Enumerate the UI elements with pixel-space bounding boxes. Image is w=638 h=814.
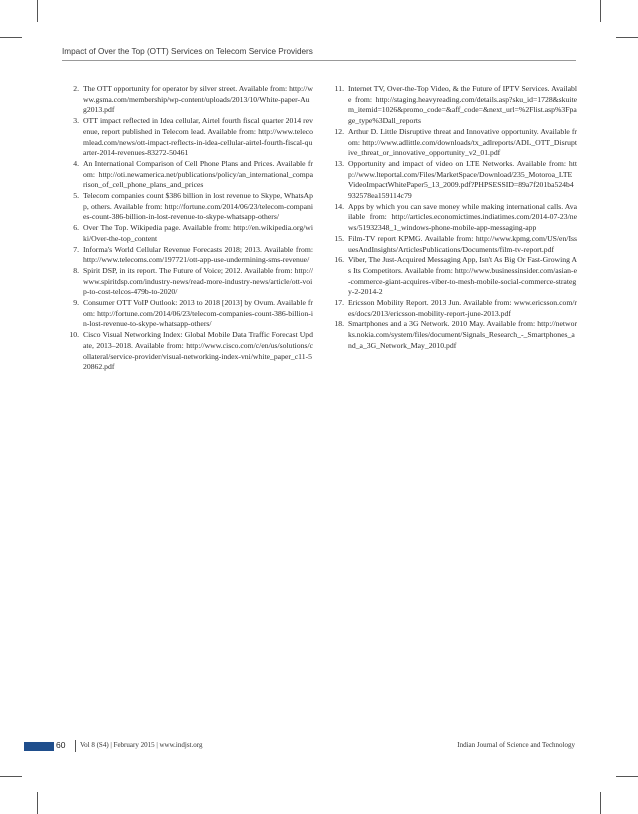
page-number: 60 — [56, 740, 66, 750]
reference-item: 17. Ericsson Mobility Report. 2013 Jun. Available from: www.ericsson.com/res/docs/2013/ericsson-mobility-report-june-2013.pdf — [334, 298, 577, 318]
crop-mark — [37, 0, 38, 22]
reference-item: 2. The OTT opportunity for operator by silver street. Available from: http://www.gsma.com/membership/wp-content/uploads/2013/10/White-paper-Aug2013.pdf — [73, 84, 313, 115]
crop-mark — [0, 776, 22, 777]
reference-item: 8. Spirit DSP, in its report. The Future of Voice; 2012. Available from: http://www.spiritdsp.com/industry-news/read-more-industry-news/article/ott-voip-to-cost-telcos-479b-to-2020/ — [73, 265, 313, 297]
crop-mark — [0, 37, 22, 38]
reference-item: 15. Film-TV report KPMG. Available from: http://www.kpmg.com/US/en/IssuesAndInsights/ArticlesPublications/Documents/film-tv-report.pdf — [334, 233, 577, 254]
reference-item: 11. Internet TV, Over-the-Top Video, & the Future of IPTV Services. Available from: http://staging.heavyreading.com/details.asp?sku_id=1728&skuitem_itemid=1026&promo_code=&aff_code=&next_url=%2Flist.asp%3Fpage_type%3Dall_reports — [334, 84, 577, 126]
reference-column-left — [62, 84, 313, 373]
reference-item: 13. Opportunity and impact of video on LTE Networks. Available from: http://www.lteportal.com/Files/MarketSpace/Download/235_Motoroa_LTEVideoImpactWhitePaper5_13_2009.pdf?PHPSESSID=89a7f201ba524b4932578ea159114c79 — [334, 158, 577, 201]
footer-accent-bar — [24, 742, 54, 751]
footer-citation: Vol 8 (S4) | February 2015 | www.indjst.org — [80, 741, 203, 749]
footer-journal-name: Indian Journal of Science and Technology — [457, 741, 575, 749]
crop-mark — [616, 37, 638, 38]
reference-item: 3. OTT impact reflected in Idea cellular, Airtel fourth fiscal quarter 2014 revenue, report published in Telecom lead. Available from: http://www.telecomlead.com/news/ott-impact-reflects-in-idea-cellular-airtel-fourth-fiscal-quarter-2014-revenues-83272-50461 — [73, 116, 313, 158]
reference-item: 6. Over The Top. Wikipedia page. Available from: http://en.wikipedia.org/wiki/Over-the-top_content — [73, 223, 313, 243]
crop-mark — [600, 792, 601, 814]
running-header: Impact of Over the Top (OTT) Services on Telecom Service Providers — [62, 47, 313, 56]
reference-item: 14. Apps by which you can save money while making international calls. Available from: http://articles.economictimes.indiatimes.com/2014-07-23/news/51932348_1_windows-phone-mobile-app-messaging-app — [334, 201, 577, 233]
header-divider — [62, 60, 576, 61]
reference-item: 12. Arthur D. Little Disruptive threat and Innovative opportunity. Available from: http://www.adlittle.com/downloads/tx_adlreports/ADL_OTT_Disruptive_threat_or_innovative_opportunity_v2_01.pdf — [334, 126, 577, 158]
crop-mark — [600, 0, 601, 22]
reference-item: 10. Cisco Visual Networking Index: Global Mobile Data Traffic Forecast Update, 2013–2018. Available from: http://www.cisco.com/c/en/us/solutions/collateral/service-provider/visual-networking-index-vni/white_paper_c11-520862.pdf — [69, 330, 313, 372]
reference-item: 9. Consumer OTT VoIP Outlook: 2013 to 2018 [2013] by Ovum. Available from: http://fortune.com/2014/06/23/telecom-companies-count-386-billion-in-lost-revenue-to-skype-whatsapp-others/ — [73, 298, 313, 329]
reference-column-right — [327, 84, 577, 352]
crop-mark — [37, 792, 38, 814]
crop-mark — [616, 776, 638, 777]
reference-item: 5. Telecom companies count $386 billion in lost revenue to Skype, WhatsApp, others. Available from: http://fortune.com/2014/06/23/telecom-companies-count-386-billion-in-lost-revenue-to-skype-whatsapp-others/ — [73, 191, 313, 222]
reference-item: 18. Smartphones and a 3G Network. 2010 May. Available from: http://networks.nokia.com/system/files/document/Signals_Research_-_Smartphones_and_a_3G_Network_May_2010.pdf — [334, 319, 577, 350]
reference-item: 4. An International Comparison of Cell Phone Plans and Prices. Available from: http://oti.newamerica.net/publications/policy/an_international_comparison_of_cell_phone_plans_and_prices — [73, 158, 313, 190]
footer-separator — [75, 740, 76, 752]
reference-item: 16. Viber, The Just-Acquired Messaging App, Isn't As Big Or Fast-Growing As Its Competitors. Available from: http://www.businessinsider.com/asian-e-commerce-giant-acquires-viber-to-mesh-mobile-social-commerce-strategy-2-2014-2 — [334, 255, 577, 297]
reference-item: 7. Informa's World Cellular Revenue Forecasts 2018; 2013. Available from: http://www.telecoms.com/197721/ott-app-use-undermining-sms-revenue/ — [73, 244, 313, 265]
